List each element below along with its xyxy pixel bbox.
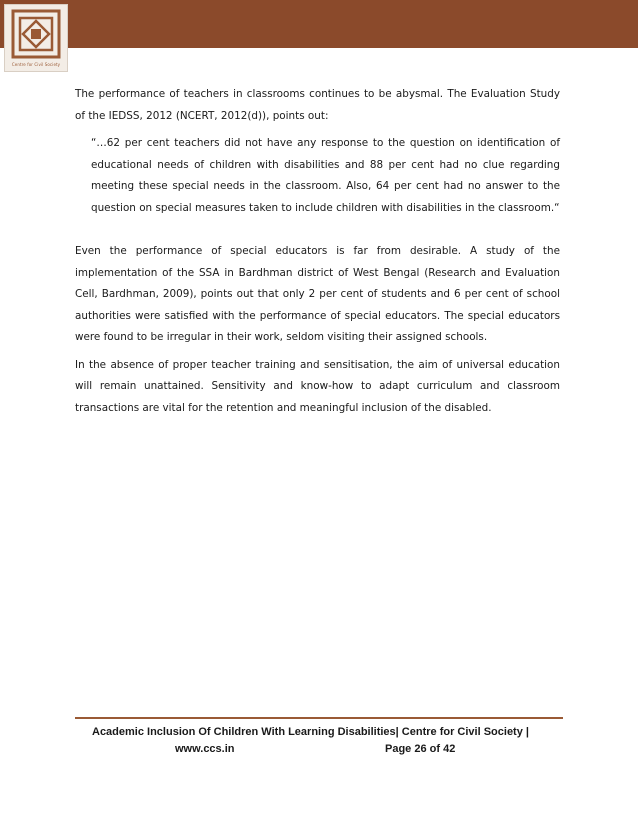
footer-divider: [75, 717, 563, 719]
paragraph-conclusion: In the absence of proper teacher training and sensitisation, the aim of universal education will remain unattained. Sensitivity and know-how to adapt curriculum and classroom transactions are vital for the retention and meaningful inclusion of the disabled.: [75, 358, 560, 414]
logo: [4, 4, 68, 72]
ccs-logo-icon: [11, 9, 61, 59]
document-body: [75, 84, 560, 419]
page-number: Page 26 of 42: [385, 743, 456, 755]
logo-caption: Centre for Civil Society: [11, 62, 61, 67]
block-quote: “…62 per cent teachers did not have any response to the question on identification of educational needs of children with disabilities and 88 per cent had no clue regarding meeting these special needs in the classroom. Also, 64 per cent had no answer to the question on special measures taken to include children with disabilities in the classroom.“: [91, 137, 560, 214]
footer-title: Academic Inclusion Of Children With Learning Disabilities| Centre for Civil Society |: [92, 726, 529, 738]
footer: [75, 724, 563, 758]
paragraph-intro: The performance of teachers in classrooms continues to be abysmal. The Evaluation Study of the IEDSS, 2012 (NCERT, 2012(d)), points out:: [75, 88, 560, 122]
footer-url[interactable]: www.ccs.in: [175, 743, 235, 755]
header-bar: [0, 0, 638, 48]
paragraph-special-educators: Even the performance of special educators is far from desirable. A study of the implementation of the SSA in Bardhman district of West Bengal (Research and Evaluation Cell, Bardhman, 2009), points out that only 2 per cent of students and 6 per cent of school authorities were satisfied with the performance of special educators. The special educators were found to be irregular in their work, seldom visiting their assigned schools.: [75, 245, 560, 343]
